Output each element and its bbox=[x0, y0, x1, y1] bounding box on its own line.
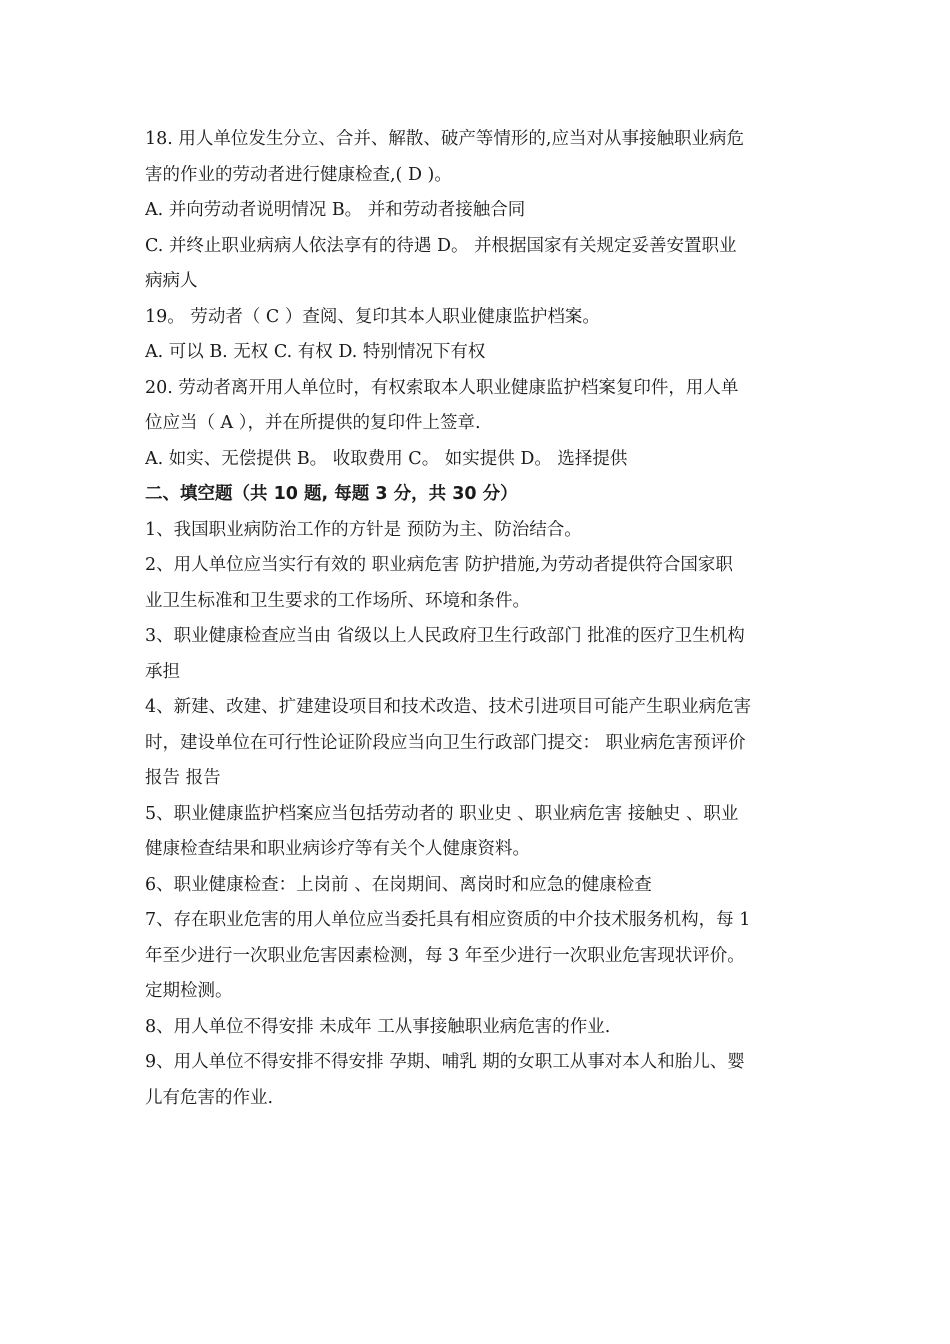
question-18-options-cd: C. 并终止职业病病人依法享有的待遇 D。 并根据国家有关规定妥善安置职业 bbox=[145, 235, 737, 256]
fill-item-4-line-3: 报告 报告 bbox=[145, 768, 221, 788]
fill-item-8: 8、用人单位不得安排 未成年 工从事接触职业病危害的作业. bbox=[145, 1016, 611, 1037]
question-19: 19。 劳动者（ C ）查阅、复印其本人职业健康监护档案。 bbox=[145, 306, 600, 327]
fill-item-6: 6、职业健康检查：上岗前 、在岗期间、离岗时和应急的健康检查 bbox=[145, 874, 652, 895]
fill-item-7-line-2: 年至少进行一次职业危害因素检测，每 3 年至少进行一次职业危害现状评价。 bbox=[145, 945, 745, 966]
question-18-line-2: 害的作业的劳动者进行健康检查,( D )。 bbox=[145, 164, 452, 185]
fill-item-4-line-1: 4、新建、改建、扩建建设项目和技术改造、技术引进项目可能产生职业病危害 bbox=[145, 697, 752, 717]
question-18-options-ab: A. 并向劳动者说明情况 B。 并和劳动者接触合同 bbox=[145, 200, 526, 220]
fill-item-1: 1、我国职业病防治工作的方针是 预防为主、防治结合。 bbox=[145, 519, 582, 540]
document-body bbox=[145, 122, 810, 1116]
question-20-line-1: 20. 劳动者离开用人单位时，有权索取本人职业健康监护档案复印件，用人单 bbox=[145, 377, 739, 398]
fill-item-5-line-1: 5、职业健康监护档案应当包括劳动者的 职业史 、职业病危害 接触史 、职业 bbox=[145, 803, 739, 824]
fill-item-3-line-2: 承担 bbox=[145, 661, 180, 682]
fill-item-4-line-2: 时，建设单位在可行性论证阶段应当向卫生行政部门提交： 职业病危害预评价 bbox=[145, 732, 746, 753]
section-heading-fill-in: 二、填空题（共 10 题, 每题 3 分，共 30 分） bbox=[145, 484, 518, 504]
fill-item-3-line-1: 3、职业健康检查应当由 省级以上人民政府卫生行政部门 批准的医疗卫生机构 bbox=[145, 626, 745, 646]
question-20-line-2: 位应当（ A ），并在所提供的复印件上签章. bbox=[145, 413, 481, 433]
fill-item-5-line-2: 健康检查结果和职业病诊疗等有关个人健康资料。 bbox=[145, 839, 530, 859]
fill-item-9-line-1: 9、用人单位不得安排不得安排 孕期、哺乳 期的女职工从事对本人和胎儿、婴 bbox=[145, 1052, 745, 1072]
question-18-options-cd-cont: 病病人 bbox=[145, 271, 198, 291]
question-19-options: A. 可以 B. 无权 C. 有权 D. 特别情况下有权 bbox=[145, 342, 486, 362]
fill-item-2-line-1: 2、用人单位应当实行有效的 职业病危害 防护措施,为劳动者提供符合国家职 bbox=[145, 555, 733, 575]
question-18-line-1: 18. 用人单位发生分立、合并、解散、破产等情形的,应当对从事接触职业病危 bbox=[145, 129, 744, 149]
fill-item-7-line-1: 7、存在职业危害的用人单位应当委托具有相应资质的中介技术服务机构，每 1 bbox=[145, 910, 751, 930]
fill-item-7-line-3: 定期检测。 bbox=[145, 981, 233, 1001]
question-20-options: A. 如实、无偿提供 B。 收取费用 C。 如实提供 D。 选择提供 bbox=[145, 448, 628, 469]
fill-item-2-line-2: 业卫生标准和卫生要求的工作场所、环境和条件。 bbox=[145, 590, 530, 611]
fill-item-9-line-2: 儿有危害的作业. bbox=[145, 1087, 274, 1108]
